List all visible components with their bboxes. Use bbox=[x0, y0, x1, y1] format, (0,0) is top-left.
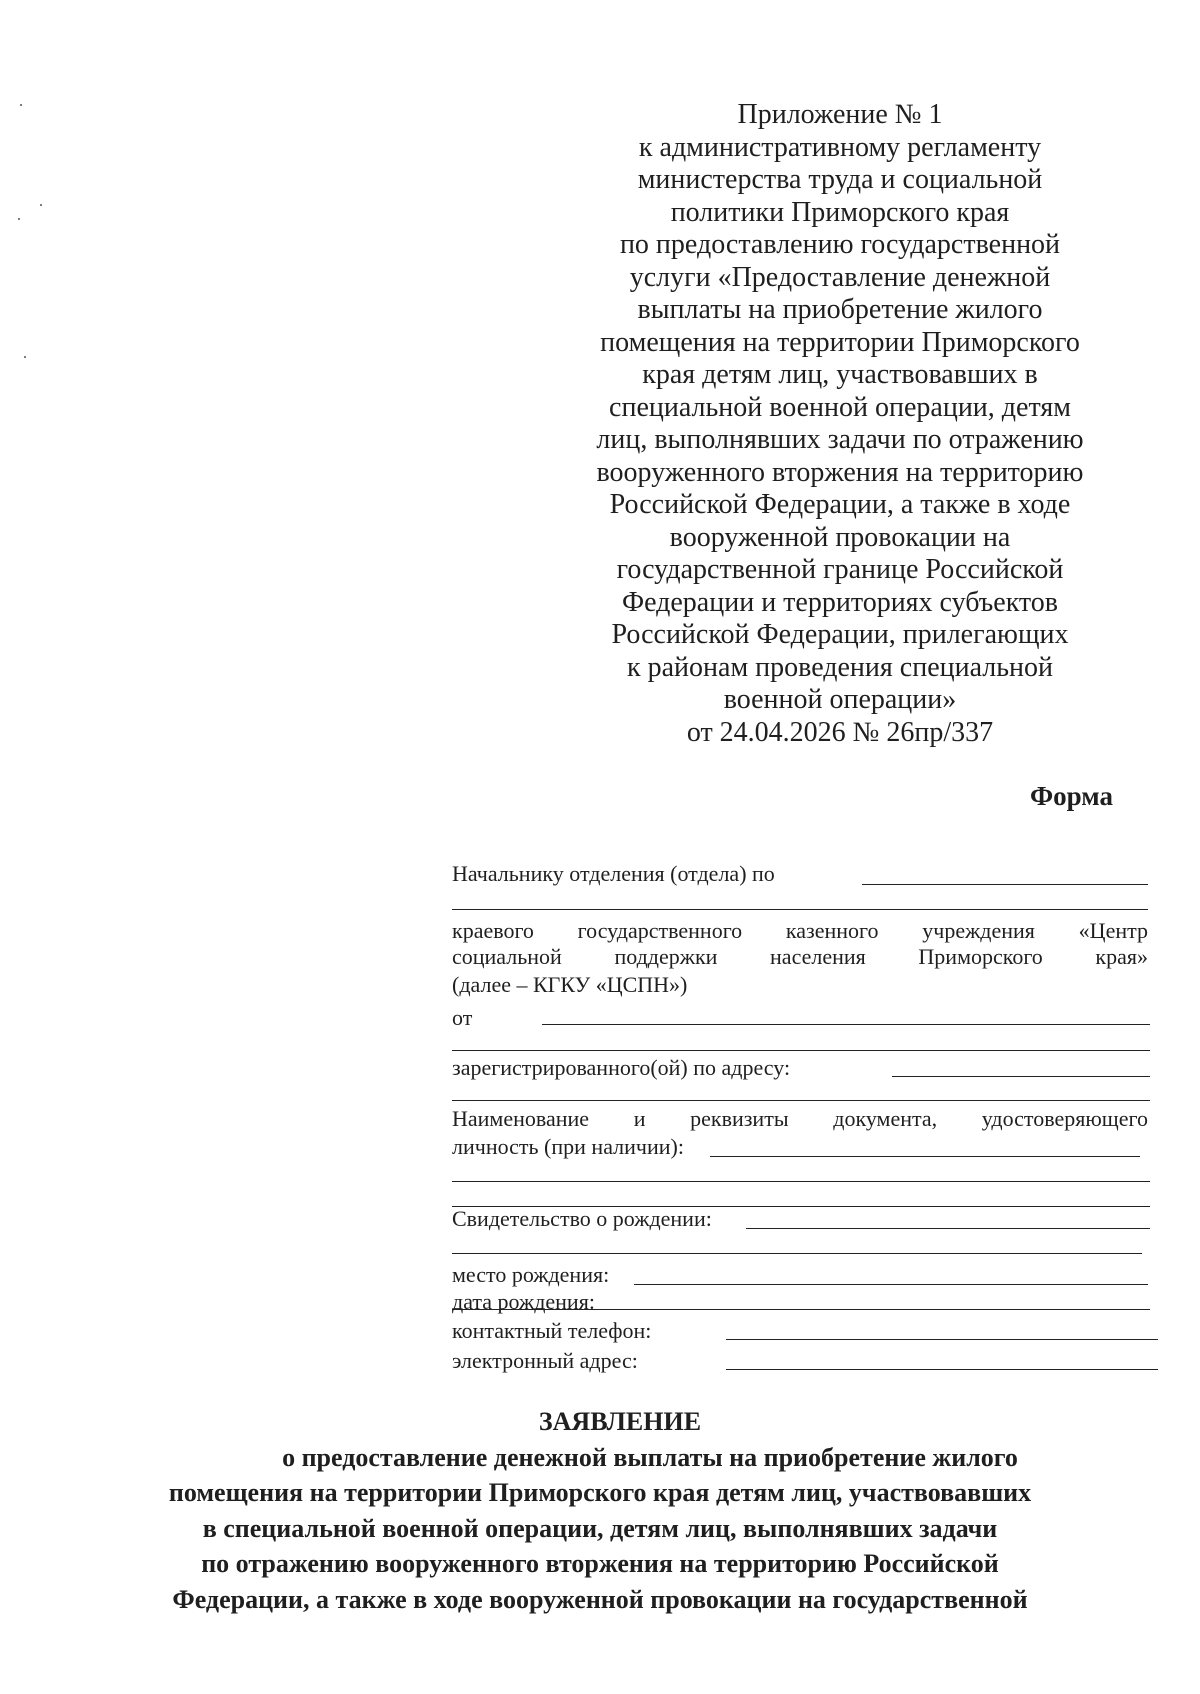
appendix-line: Приложение № 1 bbox=[737, 99, 943, 130]
scan-speck bbox=[18, 218, 20, 220]
birth-date-label: дата рождения: bbox=[452, 1289, 595, 1314]
appendix-header bbox=[590, 99, 1090, 749]
department-field[interactable] bbox=[862, 884, 1148, 885]
id-document-label: Наименование и реквизиты документа, удостоверяющего bbox=[452, 1106, 1148, 1131]
registered-address-field[interactable] bbox=[892, 1076, 1150, 1077]
appendix-line: к административному регламенту bbox=[638, 131, 1042, 163]
birth-place-field[interactable] bbox=[634, 1284, 1148, 1285]
statement-line: помещения на территории Приморского края детям лиц, участвовавших bbox=[168, 1478, 1032, 1507]
id-document-label-cont: личность (при наличии): bbox=[452, 1134, 684, 1159]
registered-address-field-continued[interactable] bbox=[452, 1100, 1150, 1101]
appendix-line: Российской Федерации, а также в ходе bbox=[609, 489, 1071, 520]
appendix-line: Федерации и территориях субъектов bbox=[621, 586, 1059, 618]
appendix-line: вооруженной провокации на bbox=[669, 521, 1011, 553]
appendix-line: Российской Федерации, прилегающих bbox=[611, 619, 1069, 650]
birth-certificate-field[interactable] bbox=[746, 1228, 1150, 1229]
registered-address-label: зарегистрированного(ой) по адресу: bbox=[452, 1055, 791, 1080]
statement-block bbox=[150, 1404, 1050, 1617]
appendix-line: государственной границе Российской bbox=[616, 554, 1064, 585]
appendix-line: вооруженного вторжения на территорию bbox=[596, 456, 1084, 488]
institution-line: краевого государственного казенного учреждения «Центр bbox=[452, 918, 1148, 943]
statement-title: ЗАЯВЛЕНИЕ bbox=[538, 1407, 702, 1436]
form-label: Форма bbox=[1029, 781, 1113, 811]
institution-line: социальной поддержки населения Приморского края» bbox=[452, 944, 1148, 969]
appendix-line: услуги «Предоставление денежной bbox=[629, 261, 1051, 293]
appendix-line: выплаты на приобретение жилого bbox=[637, 294, 1043, 325]
email-field[interactable] bbox=[726, 1369, 1158, 1370]
scan-speck bbox=[40, 204, 42, 206]
appendix-line: по предоставлению государственной bbox=[619, 229, 1061, 260]
appendix-line: края детям лиц, участвовавших в bbox=[642, 359, 1038, 390]
statement-line: о предоставление денежной выплаты на приобретение жилого bbox=[282, 1442, 1018, 1472]
appendix-line: помещения на территории Приморского bbox=[600, 326, 1080, 358]
scan-speck bbox=[20, 104, 22, 106]
appendix-line: специальной военной операции, детям bbox=[609, 391, 1071, 423]
appendix-line: лиц, выполнявших задачи по отражению bbox=[596, 424, 1084, 455]
birth-certificate-field-continued[interactable] bbox=[452, 1253, 1142, 1254]
birth-certificate-label: Свидетельство о рождении: bbox=[452, 1206, 712, 1231]
to-head-label: Начальнику отделения (отдела) по bbox=[452, 861, 775, 886]
statement-line: по отражению вооруженного вторжения на территорию Российской bbox=[201, 1549, 999, 1578]
id-document-field[interactable] bbox=[710, 1156, 1140, 1157]
scan-speck bbox=[24, 356, 26, 358]
birth-place-label: место рождения: bbox=[452, 1262, 610, 1287]
appendix-line: министерства труда и социальной bbox=[637, 164, 1043, 195]
applicant-name-field[interactable] bbox=[542, 1024, 1150, 1025]
appendix-line: политики Приморского края bbox=[670, 196, 1010, 228]
appendix-line: к районам проведения специальной bbox=[627, 651, 1053, 683]
appendix-line: военной операции» bbox=[723, 684, 957, 715]
email-label: электронный адрес: bbox=[452, 1348, 638, 1373]
phone-label: контактный телефон: bbox=[452, 1318, 652, 1343]
from-label: от bbox=[452, 1005, 473, 1030]
institution-abbrev: (далее – КГКУ «ЦСПН») bbox=[452, 972, 688, 997]
department-field-continued[interactable] bbox=[452, 909, 1148, 910]
id-document-field-continued[interactable] bbox=[452, 1181, 1150, 1182]
statement-line: Федерации, а также в ходе вооруженной провокации на государственной bbox=[172, 1584, 1028, 1614]
phone-field[interactable] bbox=[726, 1339, 1158, 1340]
appendix-line: от 24.04.2026 № 26пр/337 bbox=[686, 716, 994, 748]
birth-date-field[interactable] bbox=[452, 1309, 1150, 1310]
statement-line: в специальной военной операции, детям лиц, выполнявших задачи bbox=[202, 1513, 998, 1543]
applicant-name-field-continued[interactable] bbox=[452, 1050, 1150, 1051]
